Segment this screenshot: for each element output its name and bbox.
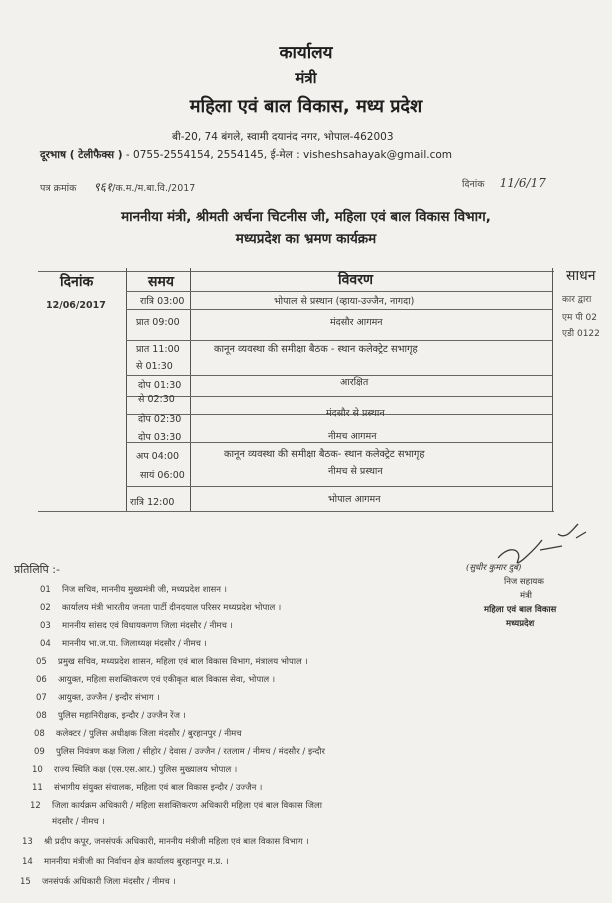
letterhead-office: कार्यालय [279, 43, 333, 63]
date-value: 11/6/17 [499, 176, 546, 190]
copy-item [34, 728, 242, 739]
copy-item [30, 800, 322, 811]
copy-item-number: 13 [22, 837, 33, 847]
row-9-time: रात्रि 12:00 [130, 497, 175, 508]
copy-item-number: 05 [36, 657, 47, 667]
signatory-dept-1: महिला एवं बाल विकास [484, 605, 557, 615]
signatory-role: निज सहायक [504, 577, 544, 587]
copy-item-number: 01 [40, 585, 51, 595]
row-8-time: सायं 06:00 [140, 470, 185, 481]
letterhead-address: बी-20, 74 बंगले, स्वामी दयानंद नगर, भोपाल-462003 [172, 131, 394, 143]
row-rule [126, 375, 552, 376]
copy-item-text: कार्यालय मंत्री भारतीय जनता पार्टी दीनदयाल परिसर मध्यप्रदेश भोपाल । [62, 603, 282, 613]
row-rule [126, 291, 552, 292]
row-rule [126, 442, 552, 443]
copy-item-number: 14 [22, 857, 33, 867]
row-rule [126, 340, 552, 341]
copy-item-text: श्री प्रदीप कपूर, जनसंपर्क अधिकारी, माननीय मंत्रीजी महिला एवं बाल विकास विभाग । [44, 837, 309, 847]
copy-item [22, 836, 309, 847]
copy-item-number: 08 [34, 729, 45, 739]
signatory-post: मंत्री [520, 591, 532, 601]
copy-item-text: कलेक्टर / पुलिस अधीक्षक जिला मंदसौर / बुरहानपुर / नीमच [56, 729, 242, 739]
copy-item [36, 710, 186, 721]
copy-item [32, 782, 262, 793]
copy-item [40, 602, 281, 613]
copy-item [22, 856, 229, 867]
phone-label: दूरभाष ( टेलीफैक्स ) [40, 149, 123, 161]
ref-suffix: /क.म./म.बा.वि./2017 [112, 183, 196, 194]
ref-label: पत्र क्रमांक [40, 183, 77, 194]
subject-line-2: मध्यप्रदेश का भ्रमण कार्यक्रम [235, 231, 377, 247]
means-line-1: कार द्वारा [562, 295, 592, 305]
table-bottom-rule [38, 511, 554, 512]
row-7-time: अप 04:00 [136, 451, 180, 462]
copy-item-text: जिला कार्यक्रम अधिकारी / महिला सशक्तिकरण अधिकारी महिला एवं बाल विकास जिला [52, 801, 322, 811]
copy-item-text: माननीया मंत्रीजी का निर्वाचन क्षेत्र कार्यालय बुरहानपुर म.प्र. । [44, 857, 229, 867]
row-5-detail: मंदसौर से प्रस्थान [326, 408, 385, 419]
copy-item-number: 04 [40, 639, 51, 649]
subject-line-1: माननीया मंत्री, श्रीमती अर्चना चिटनीस जी, महिला एवं बाल विकास विभाग, [121, 209, 491, 225]
copy-item-text: पुलिस महानिरीक्षक, इन्दौर / उज्जैन रेंज । [58, 711, 186, 721]
phone-numbers: - 0755-2554154, 2554145, [122, 149, 268, 161]
row-7-detail: कानून व्यवस्था की समीक्षा बैठक- स्थान कलेक्ट्रेट सभागृह [224, 449, 425, 460]
signatory-dept-2: मध्यप्रदेश [506, 619, 535, 629]
header-date: दिनांक [60, 274, 94, 290]
copy-item-number: 07 [36, 693, 47, 703]
row-6-time: दोप 03:30 [138, 432, 182, 443]
row-6-detail: नीमच आगमन [328, 431, 377, 442]
copy-to-label: प्रतिलिपि :- [14, 563, 60, 576]
email-label: ई-मेल : [267, 149, 300, 161]
email-address: visheshsahayak@gmail.com [299, 149, 452, 161]
copy-item [36, 692, 160, 703]
copy-item [34, 746, 325, 757]
copy-item-text: माननीय सांसद एवं विधायकगण जिला मंदसौर / नीमच । [62, 621, 233, 631]
date-label: दिनांक [462, 179, 485, 190]
copy-item-text: आयुक्त, महिला सशक्तिकरण एवं एकीकृत बाल विकास सेवा, भोपाल । [58, 675, 276, 685]
copy-item-number: 15 [20, 877, 31, 887]
header-time: समय [148, 274, 174, 290]
copy-item-number: 03 [40, 621, 51, 631]
copy-item-number: 09 [34, 747, 45, 757]
row-4-time-end: से 02:30 [138, 394, 175, 405]
copy-item-number: 10 [32, 765, 43, 775]
row-2-detail: मंदसौर आगमन [330, 317, 383, 328]
copy-item-text: जनसंपर्क अधिकारी जिला मंदसौर / नीमच । [42, 877, 176, 887]
row-4-detail: आरक्षित [340, 377, 369, 388]
copy-item-text: पुलिस नियंत्रण कक्ष जिला / सीहोर / देवास / उज्जैन / रतलाम / नीमच / मंदसौर / इन्दौर [56, 747, 325, 757]
header-details: विवरण [338, 272, 374, 288]
row-3-time: प्रात 11:00 [136, 344, 180, 355]
copy-item [40, 584, 227, 595]
letterhead-department: महिला एवं बाल विकास, मध्य प्रदेश [189, 96, 423, 117]
table-top-rule [38, 271, 554, 272]
col-divider-2 [190, 268, 191, 511]
col-divider-1 [126, 268, 127, 511]
letterhead-post: मंत्री [295, 69, 317, 87]
row-4-time: दोप 01:30 [138, 380, 182, 391]
copy-item-text: माननीय भा.ज.पा. जिलाध्यक्ष मंदसौर / नीमच । [62, 639, 207, 649]
copy-item-text: राज्य स्थिति कक्ष (एस.एस.आर.) पुलिस मुख्यालय भोपाल । [54, 765, 238, 775]
copy-item [20, 876, 176, 887]
row-rule [126, 309, 552, 310]
row-rule [126, 486, 552, 487]
copy-item [40, 638, 207, 649]
row-rule [126, 396, 552, 397]
copy-item-number: 06 [36, 675, 47, 685]
copy-item-number: 11 [32, 783, 43, 793]
row-3-time-end: से 01:30 [136, 361, 173, 372]
letterhead-contact [40, 148, 452, 162]
copy-item [36, 674, 275, 685]
row-2-time: प्रात 09:00 [136, 317, 180, 328]
row-8-detail: नीमच से प्रस्थान [328, 466, 383, 477]
copy-item-text: निज सचिव, माननीय मुख्यमंत्री जी, मध्यप्रदेश शासन । [62, 585, 227, 595]
copy-item-number: 02 [40, 603, 51, 613]
copy-item-text: आयुक्त, उज्जैन / इन्दौर संभाग । [58, 693, 160, 703]
schedule-date: 12/06/2017 [46, 300, 106, 311]
row-1-time: रात्रि 03:00 [140, 296, 185, 307]
row-3-detail: कानून व्यवस्था की समीक्षा बैठक - स्थान कलेक्ट्रेट सभागृह [214, 344, 418, 355]
copy-item [40, 620, 233, 631]
row-1-detail: भोपाल से प्रस्थान (व्हाया-उज्जैन, नागदा) [274, 296, 415, 307]
date-line [462, 176, 546, 190]
copy-item [36, 656, 308, 667]
signatory-name: (सुधीर कुमार दुबे) [466, 563, 522, 573]
copy-item-text: संभागीय संयुक्त संचालक, महिला एवं बाल विकास इन्दौर / उज्जैन । [54, 783, 263, 793]
means-line-2: एम पी 02 [562, 313, 597, 323]
reference-line [40, 178, 195, 195]
ref-number: ९६१ [93, 180, 113, 194]
col-divider-3 [552, 268, 553, 511]
copy-item-continuation: मंदसौर / नीमच । [52, 817, 105, 827]
copy-item-text: प्रमुख सचिव, मध्यप्रदेश शासन, महिला एवं बाल विकास विभाग, मंत्रालय भोपाल । [58, 657, 308, 667]
copy-item-number: 12 [30, 801, 41, 811]
means-line-3: एडी 0122 [562, 329, 600, 339]
copy-item-number: 08 [36, 711, 47, 721]
header-means: साधन [566, 268, 596, 284]
row-5-time: दोप 02:30 [138, 414, 182, 425]
copy-item [32, 764, 237, 775]
row-9-detail: भोपाल आगमन [328, 494, 381, 505]
